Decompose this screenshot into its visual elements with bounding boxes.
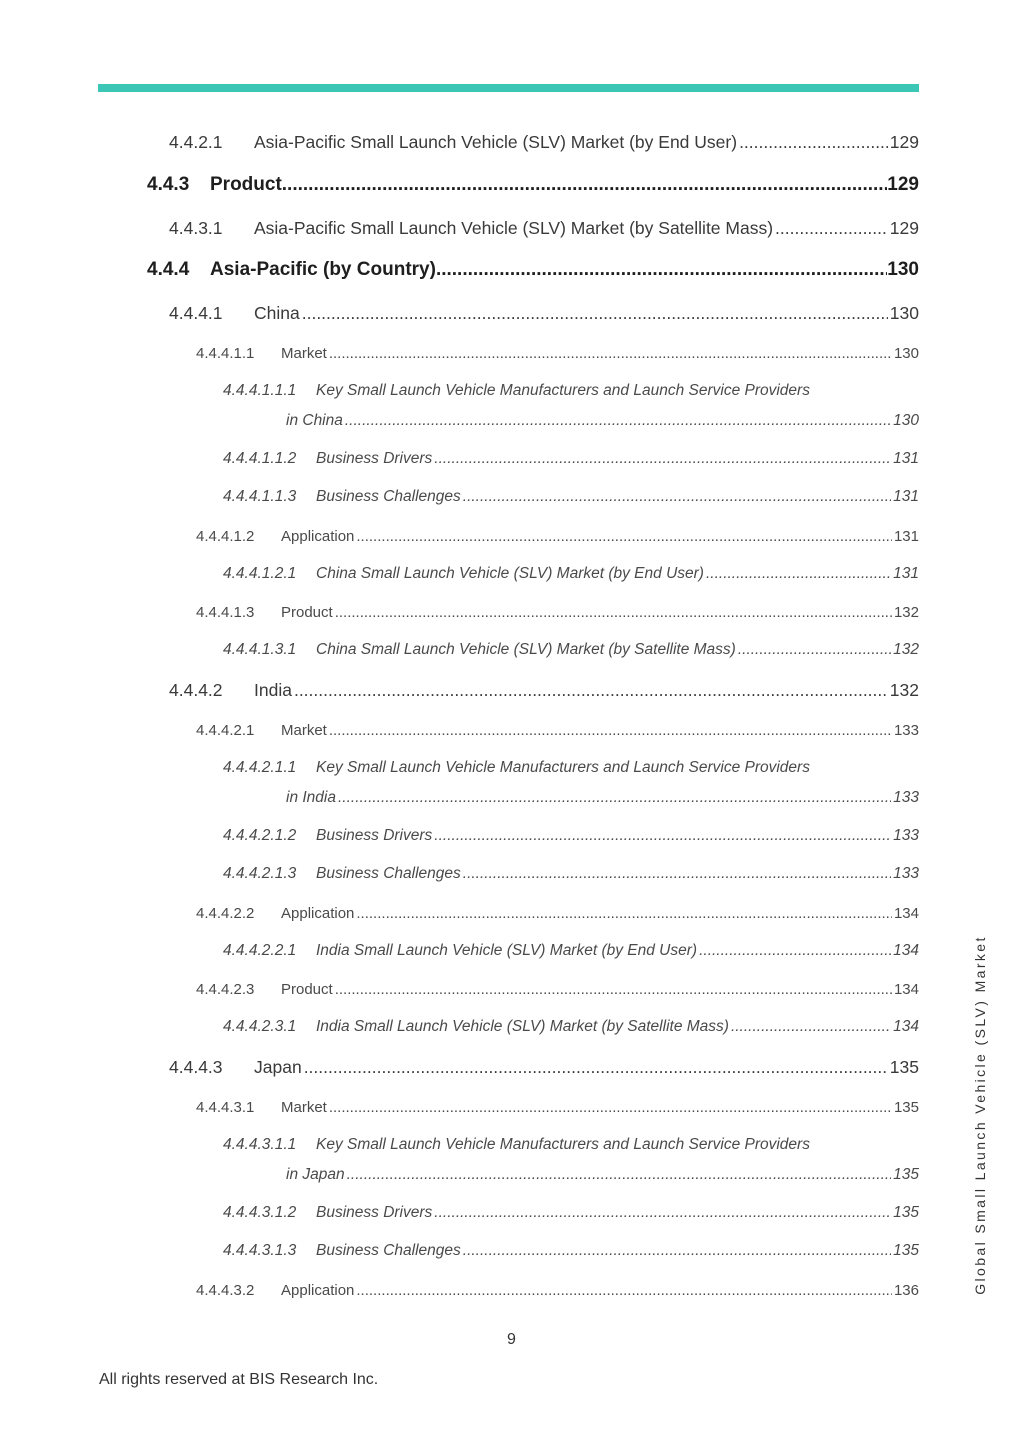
- toc-title: Asia-Pacific Small Launch Vehicle (SLV) Market (by Satellite Mass): [254, 218, 774, 238]
- toc-entry[interactable]: [169, 1057, 919, 1078]
- toc-entry[interactable]: [169, 218, 919, 239]
- side-running-title: Global Small Launch Vehicle (SLV) Market: [972, 935, 988, 1295]
- toc-page: 130: [887, 259, 919, 280]
- toc-title: Business Challenges: [316, 488, 461, 505]
- toc-title: Application: [281, 905, 355, 922]
- toc-leader: [338, 789, 891, 807]
- toc-page: 135: [893, 1204, 919, 1221]
- toc-number: 4.4.4.3.1: [196, 1099, 255, 1116]
- toc-title: Product: [210, 174, 282, 195]
- toc-number: 4.4.4.1.1.3: [223, 488, 297, 505]
- toc-title: Product: [281, 981, 333, 998]
- toc-title: Business Drivers: [316, 450, 433, 467]
- toc-number: 4.4.4.1.1: [196, 345, 255, 362]
- toc-number: 4.4.4.1.1.2: [223, 450, 297, 467]
- toc-leader: [329, 1099, 892, 1116]
- toc-number: 4.4.4.3.1.2: [223, 1204, 297, 1221]
- toc-title: Key Small Launch Vehicle Manufacturers and Launch Service Providers: [316, 382, 810, 399]
- toc-page: 129: [887, 174, 919, 195]
- toc-entry[interactable]: [223, 1242, 919, 1260]
- toc-number: 4.4.4.3.2: [196, 1282, 255, 1299]
- toc-page: 135: [893, 1166, 919, 1183]
- toc-leader: [302, 303, 888, 324]
- toc-page: 134: [893, 942, 919, 959]
- toc-entry[interactable]: [223, 565, 919, 583]
- toc-number: 4.4.4.3: [169, 1057, 223, 1077]
- toc-leader: [356, 528, 892, 545]
- toc-number: 4.4.4.1: [169, 303, 223, 323]
- toc-entry[interactable]: [196, 722, 919, 739]
- toc-entry[interactable]: [223, 865, 919, 883]
- toc-leader: [345, 412, 891, 430]
- toc-number: 4.4.4.2.3: [196, 981, 255, 998]
- toc-entry[interactable]: [196, 1282, 919, 1299]
- toc-leader: [335, 604, 892, 621]
- toc-page: 134: [893, 981, 919, 998]
- toc-title: in India: [286, 789, 336, 806]
- toc-number: 4.4.4.2.1.2: [223, 827, 297, 844]
- toc-page: 134: [893, 905, 919, 922]
- toc-leader: [356, 1282, 892, 1299]
- toc-leader: [329, 345, 892, 362]
- toc-leader: [739, 132, 888, 153]
- toc-page: 133: [893, 722, 919, 739]
- toc-entry[interactable]: [223, 1204, 919, 1222]
- copyright-footer: All rights reserved at BIS Research Inc.: [99, 1371, 379, 1388]
- toc-title: Asia-Pacific Small Launch Vehicle (SLV) Market (by End User): [254, 132, 738, 152]
- toc-leader: [282, 174, 888, 196]
- toc-leader: [347, 1166, 892, 1184]
- toc-entry[interactable]: [196, 905, 919, 922]
- toc-number: 4.4.4.2.1.3: [223, 865, 297, 882]
- toc-number: 4.4.4.1.3.1: [223, 641, 297, 658]
- toc-page: 131: [893, 488, 919, 505]
- toc-leader: [434, 1204, 891, 1222]
- toc-title: Application: [281, 1282, 355, 1299]
- toc-entry[interactable]: [196, 981, 919, 998]
- toc-number: 4.4.4.2.1: [196, 722, 255, 739]
- toc-number: 4.4.4.2: [169, 680, 223, 700]
- toc-page: 134: [893, 1018, 919, 1035]
- toc-number: 4.4.4.3.1.1: [223, 1136, 297, 1153]
- toc-entry[interactable]: [147, 259, 919, 281]
- toc-leader: [463, 1242, 891, 1260]
- toc-entry[interactable]: [223, 488, 919, 506]
- toc-page: 133: [893, 827, 919, 844]
- toc-entry[interactable]: [223, 382, 810, 400]
- toc-entry[interactable]: [169, 303, 919, 324]
- page-number: 9: [507, 1331, 516, 1348]
- toc-title: Business Drivers: [316, 827, 433, 844]
- toc-entry[interactable]: [196, 528, 919, 545]
- toc-title: Application: [281, 528, 355, 545]
- toc-entry[interactable]: [196, 345, 919, 362]
- toc-title: Market: [281, 722, 327, 739]
- toc-number: 4.4.4.3.1.3: [223, 1242, 297, 1259]
- toc-title: Market: [281, 345, 327, 362]
- toc-leader: [738, 641, 891, 659]
- toc-number: 4.4.4.2.1.1: [223, 759, 297, 776]
- toc-title: China: [254, 303, 300, 323]
- toc-leader: [356, 905, 892, 922]
- toc-leader: [463, 865, 891, 883]
- toc-page: 135: [889, 1057, 919, 1077]
- toc-number: 4.4.3: [147, 174, 190, 195]
- toc-leader: [434, 450, 891, 468]
- toc-title: Business Drivers: [316, 1204, 433, 1221]
- toc-leader: [434, 827, 891, 845]
- toc-page: 135: [893, 1099, 919, 1116]
- toc-entry[interactable]: [223, 450, 919, 468]
- toc-leader: [304, 1057, 888, 1078]
- toc-number: 4.4.2.1: [169, 132, 223, 152]
- toc-page: 136: [893, 1282, 919, 1299]
- toc-leader: [699, 942, 891, 960]
- toc-entry[interactable]: [196, 604, 919, 621]
- toc-page: 130: [893, 345, 919, 362]
- header-accent-bar: [98, 84, 919, 92]
- toc-entry-continuation[interactable]: [286, 1166, 919, 1184]
- toc-entry[interactable]: [169, 132, 919, 153]
- toc-number: 4.4.3.1: [169, 218, 223, 238]
- toc-leader: [329, 722, 892, 739]
- toc-entry-continuation[interactable]: [286, 789, 919, 807]
- toc-title: Japan: [254, 1057, 302, 1077]
- toc-page: 133: [893, 789, 919, 806]
- toc-page: 131: [893, 565, 919, 582]
- toc-title: India: [254, 680, 292, 700]
- toc-page: 130: [893, 412, 919, 429]
- toc-title: Business Challenges: [316, 1242, 461, 1259]
- toc-number: 4.4.4.1.3: [196, 604, 255, 621]
- toc-entry[interactable]: [169, 680, 919, 701]
- toc-number: 4.4.4.2.2: [196, 905, 255, 922]
- toc-title: in Japan: [286, 1166, 345, 1183]
- toc-leader: [294, 680, 888, 701]
- toc-entry[interactable]: [223, 641, 919, 659]
- toc-page: 131: [893, 450, 919, 467]
- toc-leader: [335, 981, 892, 998]
- toc-page: 130: [889, 303, 919, 323]
- toc-title: Product: [281, 604, 333, 621]
- toc-title: Asia-Pacific (by Country): [210, 259, 436, 280]
- toc-entry[interactable]: [223, 759, 810, 777]
- toc-page: 135: [893, 1242, 919, 1259]
- toc-number: 4.4.4.1.2.1: [223, 565, 297, 582]
- toc-title: India Small Launch Vehicle (SLV) Market (by Satellite Mass): [316, 1018, 729, 1035]
- toc-leader: [775, 218, 888, 239]
- toc-number: 4.4.4.1.1.1: [223, 382, 297, 399]
- toc-title: China Small Launch Vehicle (SLV) Market (by Satellite Mass): [316, 641, 736, 658]
- toc-page: 129: [889, 132, 919, 152]
- toc-title: Key Small Launch Vehicle Manufacturers and Launch Service Providers: [316, 759, 810, 776]
- toc-title: China Small Launch Vehicle (SLV) Market (by End User): [316, 565, 704, 582]
- toc-title: Key Small Launch Vehicle Manufacturers and Launch Service Providers: [316, 1136, 810, 1153]
- toc-number: 4.4.4.2.3.1: [223, 1018, 297, 1035]
- toc-page: 129: [889, 218, 919, 238]
- toc-number: 4.4.4.2.2.1: [223, 942, 297, 959]
- toc-entry-continuation[interactable]: [286, 412, 919, 430]
- toc-entry[interactable]: [223, 1136, 810, 1154]
- toc-title: India Small Launch Vehicle (SLV) Market (by End User): [316, 942, 698, 959]
- toc-page: 132: [889, 680, 919, 700]
- toc-title: Business Challenges: [316, 865, 461, 882]
- toc-leader: [731, 1018, 891, 1036]
- toc-leader: [463, 488, 891, 506]
- toc-number: 4.4.4.1.2: [196, 528, 255, 545]
- toc-leader: [436, 259, 887, 281]
- toc-page: 133: [893, 865, 919, 882]
- toc-entry[interactable]: [147, 174, 919, 196]
- toc-leader: [706, 565, 891, 583]
- toc-page: 132: [893, 641, 919, 658]
- toc-title: in China: [286, 412, 343, 429]
- toc-entry[interactable]: [223, 827, 919, 845]
- toc-page: 131: [893, 528, 919, 545]
- toc-page: 132: [893, 604, 919, 621]
- toc-title: Market: [281, 1099, 327, 1116]
- toc-number: 4.4.4: [147, 259, 190, 280]
- toc-entry[interactable]: [223, 1018, 919, 1036]
- toc-entry[interactable]: [223, 942, 919, 960]
- toc-entry[interactable]: [196, 1099, 919, 1116]
